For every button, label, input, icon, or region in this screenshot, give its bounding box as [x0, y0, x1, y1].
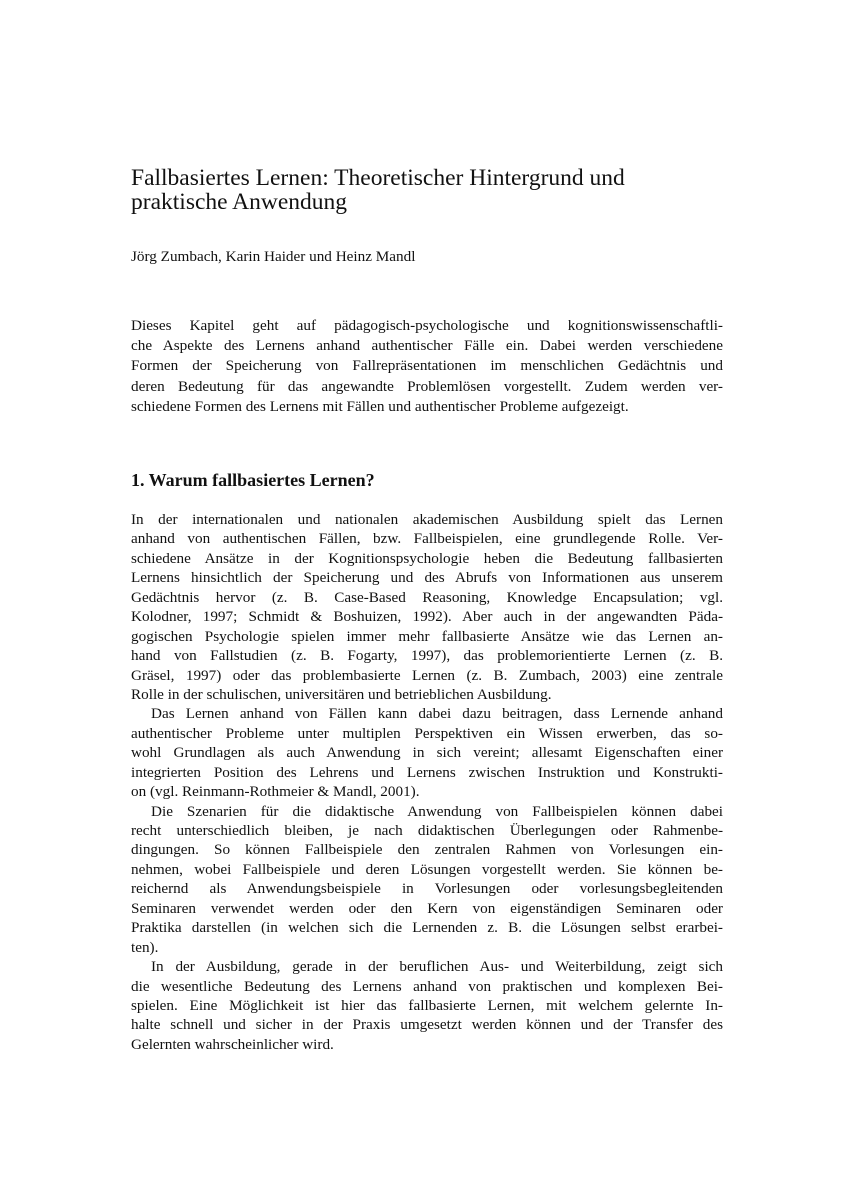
body-line: spielen. Eine Möglichkeit ist hier das fallbasierte Lernen, mit welchem gelernte In-: [131, 996, 723, 1014]
abstract-line: schiedene Formen des Lernens mit Fällen und authentischer Probleme aufgezeigt.: [131, 397, 629, 415]
body-line: recht unterschiedlich bleiben, je nach didaktischen Überlegungen oder Rahmenbe-: [131, 822, 723, 839]
paragraph: [131, 704, 723, 801]
body-line: die wesentliche Bedeutung des Lernens anhand von praktischen und komplexen Bei-: [131, 977, 723, 995]
body-line: reichernd als Anwendungsbeispiele in Vorlesungen oder vorlesungsbegleitenden: [131, 880, 723, 898]
chapter-title: [131, 163, 731, 215]
paragraph: [131, 802, 723, 958]
body-line: Lernens hinsichtlich der Speicherung und des Abrufs von Informationen aus unserem: [131, 569, 723, 587]
body-line: Rolle in der schulischen, universitären und betrieblichen Ausbildung.: [131, 685, 552, 703]
chapter-authors: Jörg Zumbach, Karin Haider und Heinz Mandl: [131, 248, 416, 265]
section-body: [131, 510, 723, 1054]
body-line: wohl Grundlagen als auch Anwendung in sich vereint; allesamt Eigenschaften einer: [131, 744, 723, 762]
body-line: ten).: [131, 938, 159, 956]
body-line: Gelernten wahrscheinlicher wird.: [131, 1035, 334, 1053]
body-line: gogischen Psychologie spielen immer mehr fallbasierte Ansätze wie das Lernen an-: [131, 627, 723, 645]
body-line: nehmen, wobei Fallbeispiele und deren Lösungen vorgestellt werden. Sie können be-: [131, 860, 723, 878]
abstract-line: Formen der Speicherung von Fallrepräsentationen im menschlichen Gedächtnis und: [131, 357, 723, 375]
body-line: Das Lernen anhand von Fällen kann dabei dazu beitragen, dass Lernende anhand: [151, 705, 723, 723]
abstract-line: Dieses Kapitel geht auf pädagogisch-psychologische und kognitionswissenschaftli-: [131, 317, 723, 334]
body-line: authentischer Probleme unter multiplen Perspektiven ein Wissen erwerben, das so-: [131, 724, 723, 742]
body-line: anhand von authentischen Fällen, bzw. Fallbeispielen, eine grundlegende Rolle. Ver-: [131, 530, 723, 548]
body-line: on (vgl. Reinmann-Rothmeier & Mandl, 2001).: [131, 783, 420, 801]
body-line: In der internationalen und nationalen akademischen Ausbildung spielt das Lernen: [131, 511, 723, 528]
body-line: Gedächtnis hervor (z. B. Case-Based Reasoning, Knowledge Encapsulation; vgl.: [131, 588, 723, 606]
abstract-line: deren Bedeutung für das angewandte Problemlösen vorgestellt. Zudem werden ver-: [131, 377, 723, 395]
body-line: Kolodner, 1997; Schmidt & Boshuizen, 1992). Aber auch in der angewandten Päda-: [131, 608, 723, 626]
body-line: Die Szenarien für die didaktische Anwendung von Fallbeispielen können dabei: [151, 802, 723, 820]
body-line: dingungen. So können Fallbeispiele den zentralen Rahmen von Vorlesungen ein-: [131, 841, 723, 859]
title-line: Fallbasiertes Lernen: Theoretischer Hintergrund und: [131, 165, 625, 191]
title-line: praktische Anwendung: [131, 188, 348, 215]
body-line: halte schnell und sicher in der Praxis umgesetzt werden können und der Transfer des: [131, 1016, 723, 1034]
body-line: hand von Fallstudien (z. B. Fogarty, 1997), das problemorientierte Lernen (z. B.: [131, 647, 723, 665]
body-line: Gräsel, 1997) oder das problembasierte Lernen (z. B. Zumbach, 2003) eine zentrale: [131, 666, 723, 684]
abstract-line: che Aspekte des Lernens anhand authentischer Fälle ein. Dabei werden verschiedene: [131, 337, 723, 355]
section-heading: 1. Warum fallbasiertes Lernen?: [131, 470, 375, 490]
body-line: In der Ausbildung, gerade in der beruflichen Aus- und Weiterbildung, zeigt sich: [151, 958, 723, 976]
paragraph: [131, 957, 723, 1054]
body-line: schiedene Ansätze in der Kognitionspsychologie heben die Bedeutung fallbasierten: [131, 549, 723, 567]
body-line: integrierten Position des Lehrens und Lernens zwischen Instruktion und Konstrukti-: [131, 763, 723, 781]
body-line: Seminaren verwendet werden oder den Kern von eigenständigen Seminaren oder: [131, 899, 723, 917]
chapter-abstract: [131, 316, 723, 417]
body-line: Praktika darstellen (in welchen sich die Lernenden z. B. die Lösungen selbst erarbei-: [131, 919, 723, 937]
paragraph: [131, 510, 723, 704]
